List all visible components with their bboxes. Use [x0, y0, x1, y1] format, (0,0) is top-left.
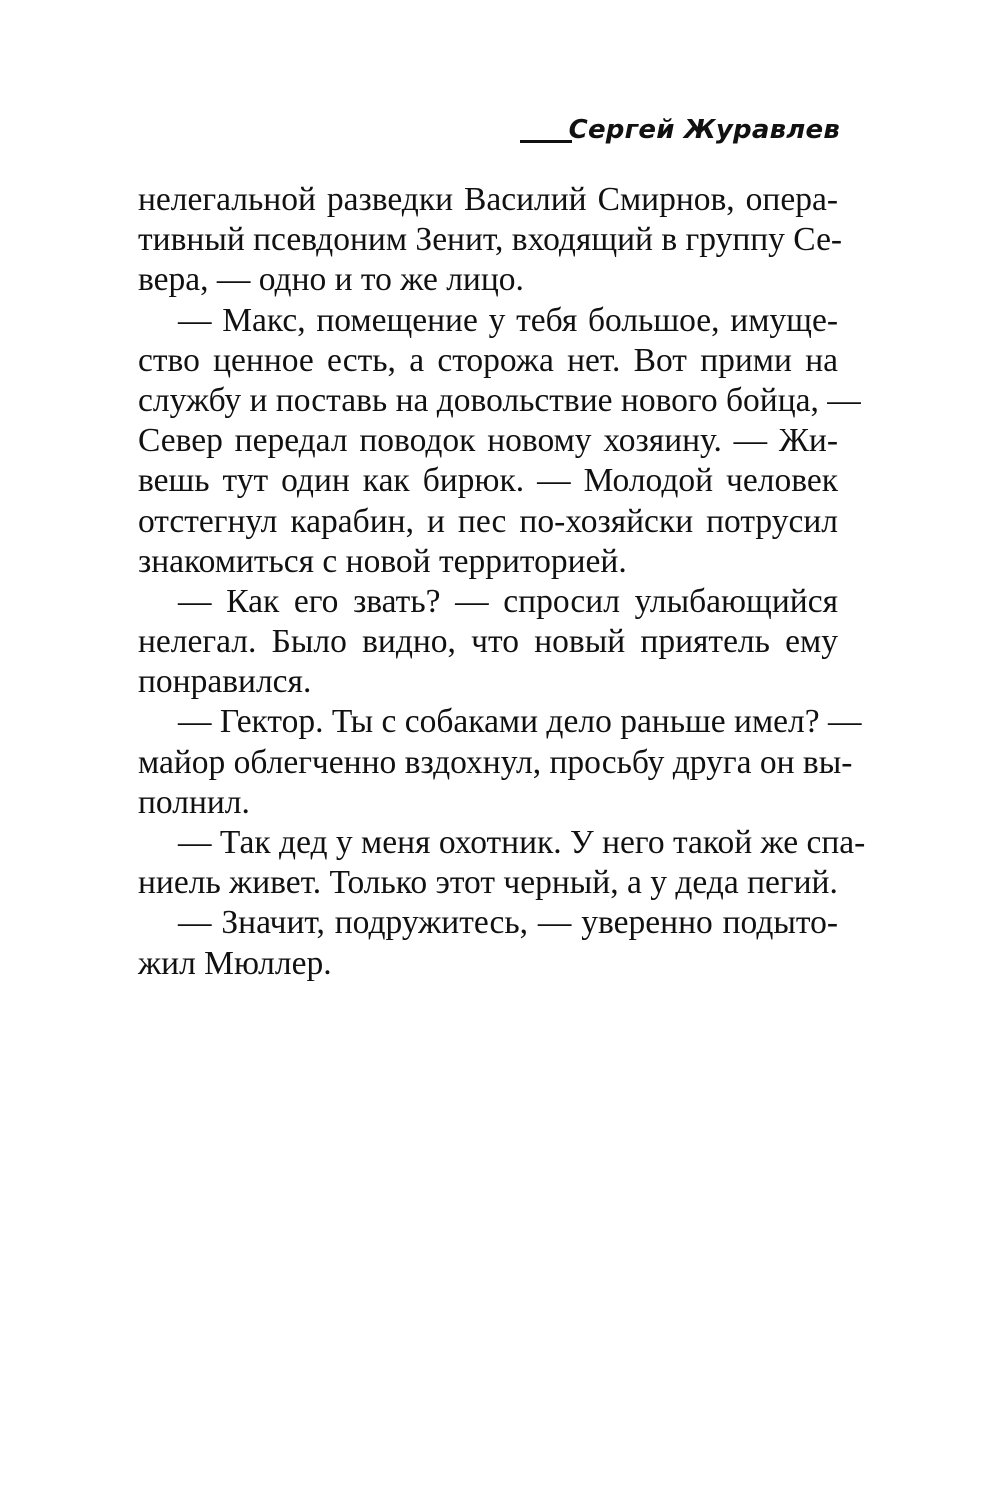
paragraph [138, 180, 843, 301]
text-line: — Как его звать? — спросил улыбающийся [178, 582, 838, 620]
paragraph [138, 823, 866, 903]
text-line: нелегал. Было видно, что новый приятель ему [138, 623, 838, 661]
header-rule [520, 140, 572, 143]
text-line: нелегальной разведки Василий Смирнов, опера- [138, 181, 838, 218]
paragraph [138, 582, 838, 703]
text-line: знакомиться с новой территорией. [138, 542, 627, 580]
text-line: ниель живет. Только этот черный, а у деда пегий. [138, 864, 838, 902]
paragraph [138, 301, 861, 582]
text-line: — Так дед у меня охотник. У него такой же спа- [178, 824, 866, 861]
text-line: Север передал поводок новому хозяину. — Жи- [138, 422, 838, 460]
body-text [138, 180, 866, 984]
text-line: — Макс, помещение у тебя большое, имуще- [178, 301, 838, 339]
text-line: тивный псевдоним Зенит, входящий в группу Се- [138, 221, 843, 259]
text-line: — Значит, подружитесь, — уверенно подыто- [178, 904, 838, 942]
paragraph [138, 702, 862, 823]
text-line: жил Мюллер. [138, 944, 332, 982]
paragraph [138, 903, 838, 983]
text-line: отстегнул карабин, и пес по-хозяйски потрусил [138, 502, 838, 540]
text-line: вера, — одно и то же лицо. [138, 261, 524, 299]
text-line: ство ценное есть, а сторожа нет. Вот прими на [138, 341, 838, 379]
text-line: понравился. [138, 663, 312, 701]
text-line: вешь тут один как бирюк. — Молодой человек [138, 462, 838, 500]
text-line: полнил. [138, 783, 250, 821]
header-author: Сергей Журавлев [568, 115, 840, 145]
text-line: — Гектор. Ты с собаками дело раньше имел? — [178, 703, 862, 741]
text-line: службу и поставь на довольствие нового бойца, — [138, 381, 861, 419]
running-header [520, 113, 840, 153]
text-line: майор облегченно вздохнул, просьбу друга он вы- [138, 743, 853, 781]
